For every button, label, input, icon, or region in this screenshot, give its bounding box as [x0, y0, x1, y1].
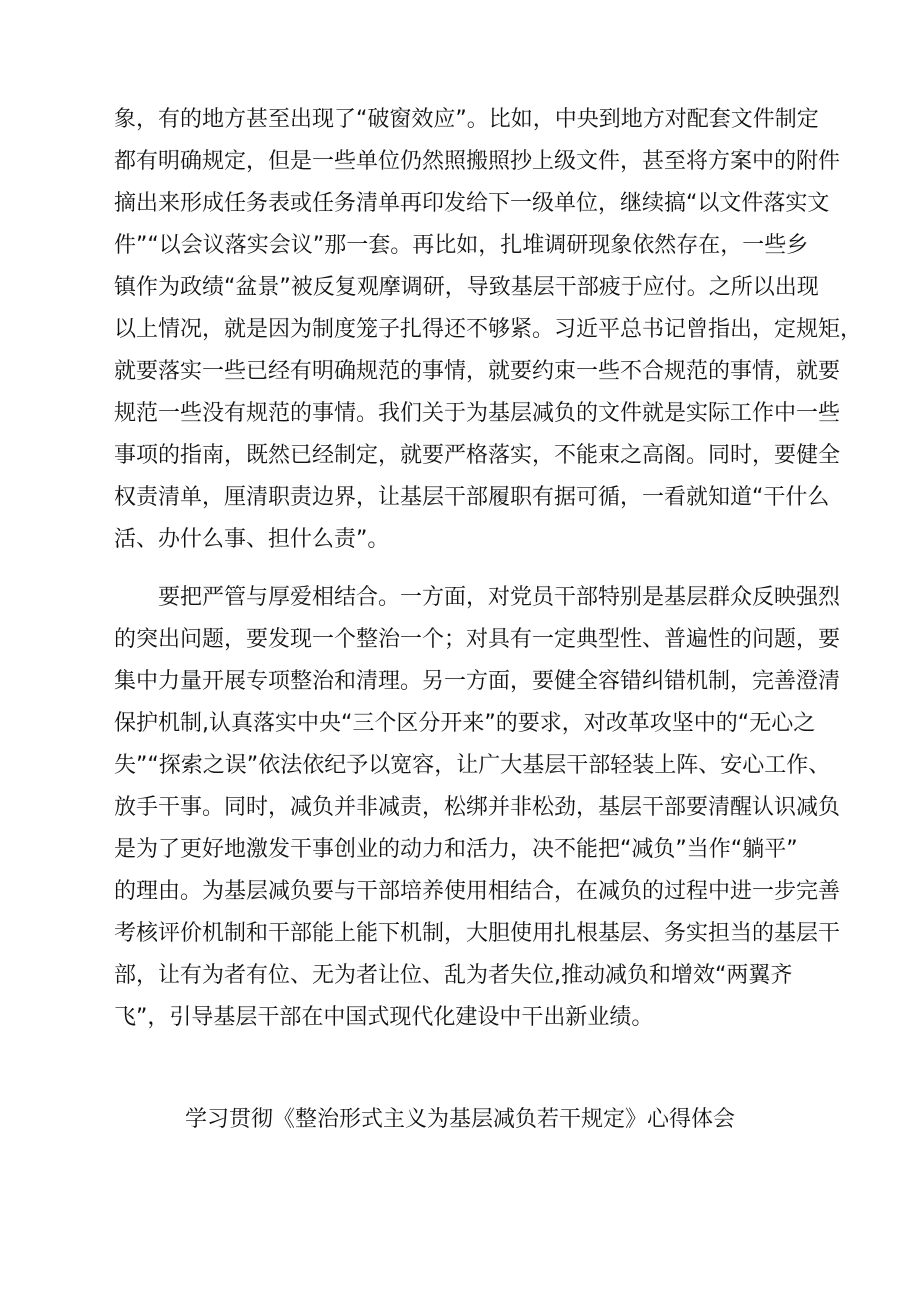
paragraph-line: 事项的指南，既然已经制定，就要严格落实，不能束之高阁。同时，要健全 — [114, 443, 841, 468]
paragraph-line: 是为了更好地激发干事创业的动力和活力，决不能把“减负”当作“躺平” — [114, 837, 798, 862]
paragraph-line: 以上情况，就是因为制度笼子扎得还不够紧。习近平总书记曾指出，定规矩， — [114, 317, 863, 342]
paragraph-line: 保护机制,认真落实中央“三个区分开来”的要求，对改革攻坚中的“无心之 — [114, 711, 816, 736]
paragraph-line: 就要落实一些已经有明确规范的事情，就要约束一些不合规范的事情，就要 — [114, 359, 841, 384]
paragraph-line: 的理由。为基层减负要与干部培养使用相结合，在减负的过程中进一步完善 — [114, 879, 841, 904]
paragraph-line: 集中力量开展专项整治和清理。另一方面，要健全容错纠错机制，完善澄清 — [114, 669, 841, 694]
paragraph-line: 考核评价机制和干部能上能下机制，大胆使用扎根基层、务实担当的基层干 — [114, 921, 841, 946]
paragraph-line: 活、办什么事、担什么责”。 — [114, 527, 390, 552]
document-heading: 学习贯彻《整治形式主义为基层减负若干规定》心得体会 — [184, 1107, 735, 1132]
paragraph-first-line: 要把严管与厚爱相结合。一方面，对党员干部特别是基层群众反映强烈 — [158, 585, 841, 610]
paragraph-line: 镇作为政绩“盆景”被反复观摩调研，导致基层干部疲于应付。之所以出现 — [114, 275, 819, 300]
paragraph-line: 部，让有为者有位、无为者让位、乱为者失位,推动减负和增效“两翼齐 — [114, 963, 793, 988]
paragraph-line: 权责清单，厘清职责边界，让基层干部履职有据可循，一看就知道“干什么 — [114, 485, 830, 510]
paragraph-line: 规范一些没有规范的事情。我们关于为基层减负的文件就是实际工作中一些 — [114, 401, 841, 426]
paragraph-line: 摘出来形成任务表或任务清单再印发给下一级单位，继续搞“以文件落实文 — [114, 191, 830, 216]
paragraph-line: 都有明确规定，但是一些单位仍然照搬照抄上级文件，甚至将方案中的附件 — [114, 149, 841, 174]
paragraph-line: 飞”，引导基层干部在中国式现代化建设中干出新业绩。 — [114, 1005, 654, 1030]
paragraph-line: 失”“探索之误”依法依纪予以宽容，让广大基层干部轻装上阵、安心工作、 — [114, 753, 831, 778]
paragraph-line: 象，有的地方甚至出现了“破窗效应”。比如，中央到地方对配套文件制定 — [114, 107, 819, 132]
paragraph-line: 的突出问题，要发现一个整治一个；对具有一定典型性、普遍性的问题，要 — [114, 627, 841, 652]
paragraph-line: 放手干事。同时，减负并非减责，松绑并非松劲，基层干部要清醒认识减负 — [114, 795, 841, 820]
paragraph-line: 件”“以会议落实会议”那一套。再比如，扎堆调研现象依然存在，一些乡 — [114, 233, 809, 258]
